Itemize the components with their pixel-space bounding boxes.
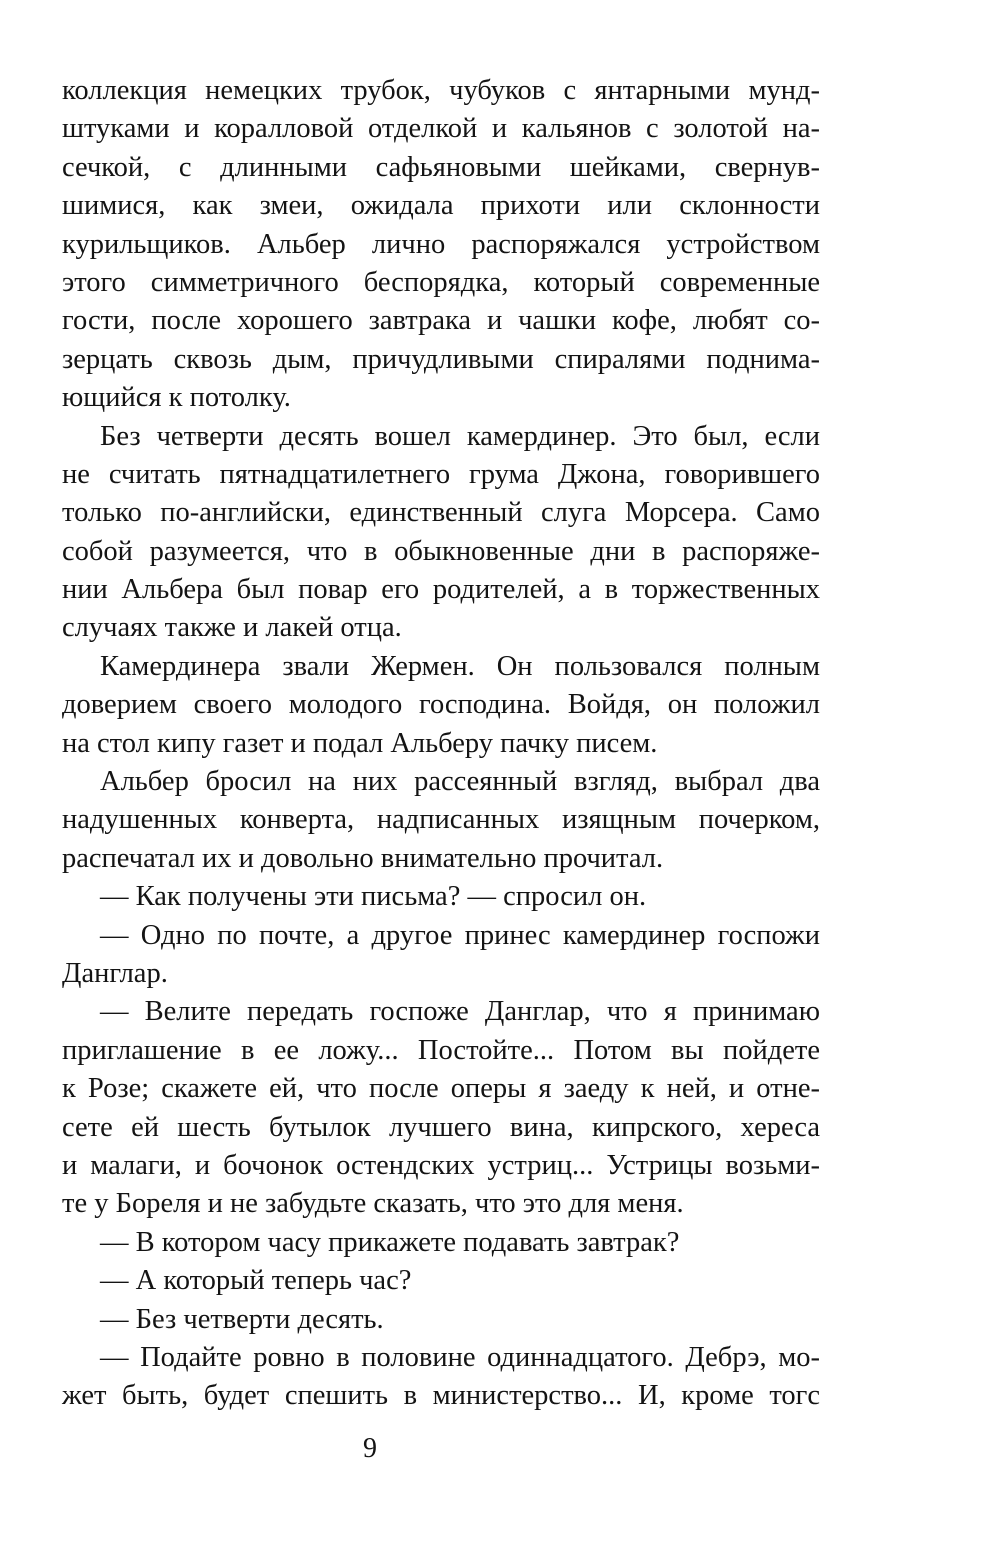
- text-line: коллекция немецких трубок, чубуков с янтарными мунд-: [62, 75, 820, 106]
- text-line: штуками и коралловой отделкой и кальянов с золотой на-: [62, 113, 820, 145]
- text-line: шимися, как змеи, ожидала прихоти или склонности: [62, 190, 820, 222]
- text-line: распечатал их и довольно внимательно прочитал.: [62, 842, 664, 874]
- text-line: этого симметричного беспорядка, который современные: [62, 266, 820, 298]
- text-line: и малаги, и бочонок остендских устриц... Устрицы возьми-: [62, 1149, 820, 1181]
- text-line: Камердинера звали Жермен. Он пользовался полным: [100, 650, 820, 682]
- text-line: на стол кипу газет и подал Альберу пачку писем.: [62, 727, 658, 759]
- text-line: — Велите передать госпоже Данглар, что я принимаю: [100, 996, 820, 1028]
- text-line: собой разумеется, что в обыкновенные дни в распоряже-: [62, 535, 820, 567]
- text-line: сечкой, с длинными сафьяновыми шейками, свернув-: [62, 151, 820, 183]
- text-line: гости, после хорошего завтрака и чашки кофе, любят со-: [62, 305, 820, 337]
- text-line: приглашение в ее ложу... Постойте... Потом вы пойдете: [62, 1034, 820, 1066]
- text-line: ющийся к потолку.: [62, 382, 291, 414]
- text-line: Без четверти десять вошел камердинер. Это был, если: [100, 420, 820, 452]
- text-line: — Одно по почте, а другое принес камердинер госпожи: [100, 919, 820, 951]
- page-number: 9: [363, 1433, 377, 1464]
- text-line: жет быть, будет спешить в министерство... И, кроме тогс: [62, 1380, 820, 1412]
- text-line: курильщиков. Альбер лично распоряжался устройством: [62, 228, 820, 260]
- text-line: — Как получены эти письма? — спросил он.: [100, 881, 647, 913]
- text-line: Альбер бросил на них рассеянный взгляд, выбрал два: [100, 766, 820, 798]
- text-line: — А который теперь час?: [100, 1265, 412, 1297]
- text-line: те у Бореля и не забудьте сказать, что это для меня.: [62, 1188, 684, 1220]
- text-line: сете ей шесть бутылок лучшего вина, кипрского, хереса: [62, 1111, 820, 1143]
- text-line: Данглар.: [62, 957, 168, 989]
- text-line: случаях также и лакей отца.: [62, 612, 402, 644]
- text-line: не считать пятнадцатилетнего грума Джона, говорившего: [62, 458, 820, 490]
- text-line: — Подайте ровно в половине одиннадцатого. Дебрэ, мо-: [100, 1341, 820, 1373]
- body-text: [62, 72, 820, 1416]
- text-line: доверием своего молодого господина. Войдя, он положил: [62, 689, 820, 721]
- text-line: надушенных конверта, надписанных изящным почерком,: [62, 804, 820, 836]
- text-line: — В котором часу прикажете подавать завтрак?: [100, 1226, 680, 1258]
- text-line: зерцать сквозь дым, причудливыми спиралями поднима-: [62, 343, 820, 375]
- text-line: только по-английски, единственный слуга Морсера. Само: [62, 497, 820, 529]
- text-line: нии Альбера был повар его родителей, а в торжественных: [62, 574, 820, 606]
- text-line: к Розе; скажете ей, что после оперы я заеду к ней, и отне-: [62, 1073, 820, 1105]
- text-line: — Без четверти десять.: [100, 1303, 384, 1335]
